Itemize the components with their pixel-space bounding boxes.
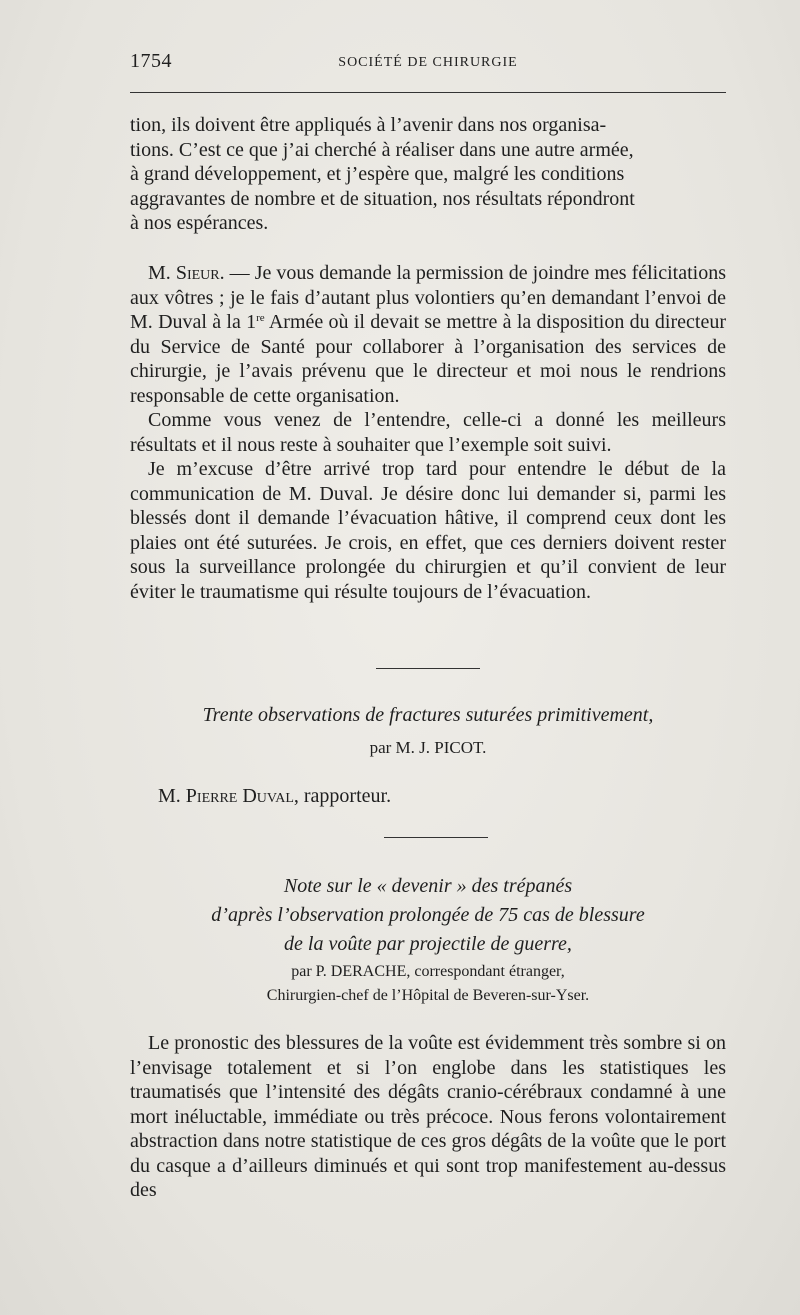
rapporteur-name: Pierre Duval — [185, 785, 294, 807]
title-line: d’après l’observation prolongée de 75 cas de blessure — [211, 904, 645, 926]
byline-line: Chirurgien-chef de l’Hôpital de Beveren-sur-Yser. — [266, 987, 590, 1004]
derache-title — [130, 872, 726, 959]
derache-paragraph: Le pronostic des blessures de la voûte est évidemment très sombre si on l’envisage totalement et si l’on englobe dans les statistiques les traumatisés que l’intensité des dégâts cranio-cérébraux condamné à une mort inéluctable, immédiate ou très précoce. Nous ferons volontairement abstraction dans notre statistique de ces gros dégâts de la voûte que le port du casque a d’ailleurs diminués et qui sont trop manifestement au-dessus des — [130, 1032, 726, 1201]
section-divider — [376, 668, 480, 669]
title-line: de la voûte par projectile de guerre, — [284, 933, 572, 955]
text-line: à nos espérances. — [130, 212, 269, 234]
sieur-paragraph-2: Comme vous venez de l’entendre, celle-ci a donné les meilleurs résultats et il nous reste à souhaiter que l’exemple soit suivi. — [130, 409, 726, 456]
header-rule — [130, 92, 726, 93]
superscript-re: re — [256, 312, 265, 324]
section-divider — [384, 837, 488, 838]
title-line: Note sur le « devenir » des trépanés — [283, 875, 573, 897]
text-line: tions. C’est ce que j’ai cherché à réaliser dans une autre armée, — [130, 138, 634, 161]
text-line: à grand développement, et j’espère que, malgré les conditions — [130, 163, 625, 185]
sieur-intervention — [130, 261, 726, 604]
speaker-name: Sieur — [175, 262, 220, 284]
continuation-paragraph — [130, 113, 726, 236]
sieur-text-part-2: Armée où il devait se mettre à la disposition du directeur du Service de Santé pour collaborer à l’organisation des services de chirurgie, je l’avais prévenu que le directeur et moi nous le rendrions responsable de cette organisation. — [130, 311, 726, 407]
rapporteur-suffix: , rapporteur. — [293, 785, 392, 807]
rapporteur-line — [158, 785, 391, 808]
rapporteur-prefix: M. — [158, 785, 186, 807]
derache-byline — [130, 960, 726, 1008]
running-title: SOCIÉTÉ DE CHIRURGIE — [338, 55, 518, 70]
picot-title: Trente observations de fractures suturées primitivement, — [202, 704, 654, 726]
sieur-paragraph-1 — [130, 261, 726, 408]
sieur-text-part-1: . — Je vous demande la permission de joindre mes félicitations aux vôtres ; je le fais d’autant plus volontiers qu’en demandant l’envoi de M. Duval à la 1 — [130, 262, 726, 333]
byline-line: par P. DERACHE, correspondant étranger, — [291, 963, 565, 980]
text-line: aggravantes de nombre et de situation, nos résultats répondront — [130, 187, 635, 210]
picot-byline: par M. J. PICOT. — [369, 738, 487, 757]
speaker-prefix: M. — [148, 262, 176, 284]
sieur-paragraph-3: Je m’excuse d’être arrivé trop tard pour entendre le début de la communication de M. Duval. Je désire donc lui demander si, parmi les blessés dont il demande l’évacuation hâtive, il comprend ceux dont les plaies ont été suturées. Je crois, en effet, que ces derniers doivent rester sous la surveillance prolongée du chirurgien et qu’il convient de leur éviter le traumatisme qui résulte toujours de l’évacuation. — [130, 458, 726, 603]
text-line: tion, ils doivent être appliqués à l’avenir dans nos organisa- — [130, 114, 607, 136]
derache-body — [130, 1031, 726, 1203]
page-header — [130, 50, 726, 74]
page-number: 1754 — [130, 50, 172, 72]
